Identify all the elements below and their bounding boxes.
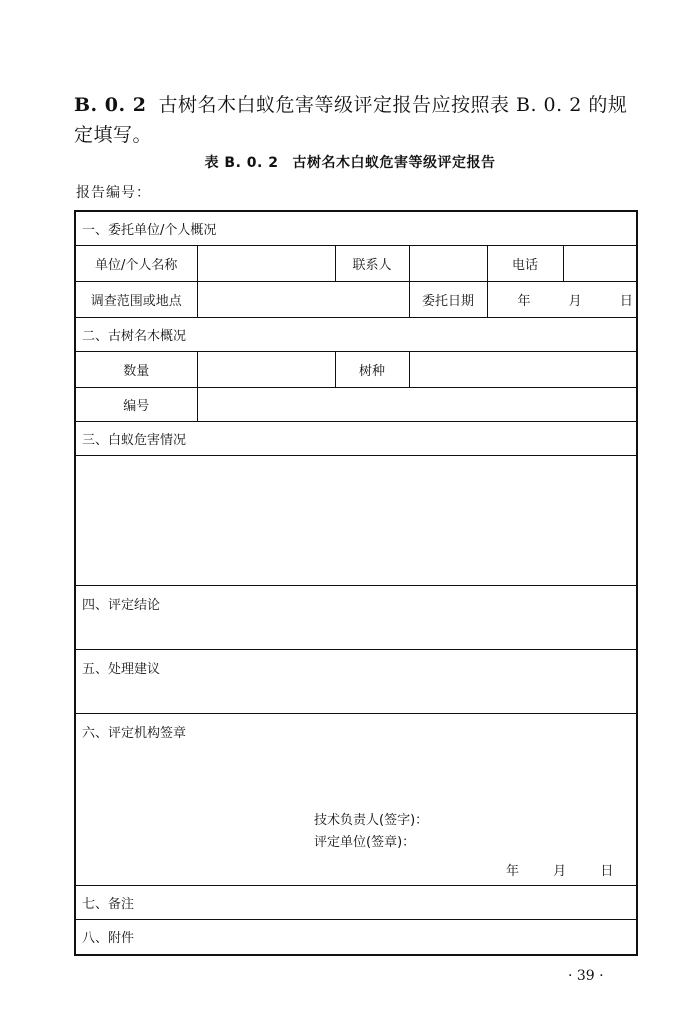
number-row: [75, 387, 637, 421]
phone-label: 电话: [487, 245, 563, 281]
page-number: · 39 ·: [568, 968, 604, 984]
species-label: 树种: [335, 351, 409, 387]
report-form-table: [74, 210, 638, 956]
section-8-heading[interactable]: 八、附件: [75, 919, 637, 955]
section-1-heading: 一、委托单位/个人概况: [75, 211, 637, 245]
section-3-row: [75, 421, 637, 455]
signature-date: [506, 860, 613, 879]
section-7-heading[interactable]: 七、备注: [75, 885, 637, 919]
tree-number-field[interactable]: [197, 387, 637, 421]
section-6-row: [75, 713, 637, 885]
section-4-heading[interactable]: 四、评定结论: [75, 585, 637, 649]
section-5-row: [75, 649, 637, 713]
day-label: 日: [619, 293, 633, 309]
section-8-row: [75, 919, 637, 955]
tree-number-label: 编号: [75, 387, 197, 421]
unit-name-label: 单位/个人名称: [75, 245, 197, 281]
section-3-body-row: [75, 455, 637, 585]
year-label: 年: [517, 293, 531, 309]
scope-field[interactable]: [197, 281, 409, 317]
sig-day-label: 日: [600, 863, 614, 879]
quantity-row: [75, 351, 637, 387]
clause-text: 古树名木白蚁危害等级评定报告应按照表 B. 0. 2 的规定填写。: [74, 94, 628, 146]
section-7-row: [75, 885, 637, 919]
section-4-row: [75, 585, 637, 649]
section-6-heading: 六、评定机构签章: [82, 725, 187, 741]
unit-name-field[interactable]: [197, 245, 335, 281]
species-field[interactable]: [409, 351, 637, 387]
table-number: 表 B. 0. 2: [204, 155, 279, 171]
unit-row: [75, 245, 637, 281]
entrust-date-field[interactable]: [487, 281, 637, 317]
section-2-heading: 二、古树名木概况: [75, 317, 637, 351]
signature-lines: [314, 810, 428, 854]
section-1-row: [75, 211, 637, 245]
tech-lead-signature-label[interactable]: 技术负责人(签字)：: [314, 812, 429, 828]
damage-situation-field[interactable]: [75, 455, 637, 585]
clause-number: B. 0. 2: [74, 94, 147, 116]
report-number-label: 报告编号：: [76, 185, 151, 201]
intro-paragraph: [74, 90, 644, 150]
section-3-heading: 三、白蚁危害情况: [75, 421, 637, 455]
quantity-field[interactable]: [197, 351, 335, 387]
phone-field[interactable]: [563, 245, 637, 281]
scope-row: [75, 281, 637, 317]
table-caption: [0, 152, 700, 172]
scope-label: 调查范围或地点: [75, 281, 197, 317]
section-5-heading[interactable]: 五、处理建议: [75, 649, 637, 713]
entrust-date-label: 委托日期: [409, 281, 487, 317]
table-title: 古树名木白蚁危害等级评定报告: [292, 155, 496, 171]
signature-block: [82, 722, 636, 879]
month-label: 月: [568, 293, 582, 309]
quantity-label: 数量: [75, 351, 197, 387]
contact-field[interactable]: [409, 245, 487, 281]
unit-seal-label[interactable]: 评定单位(签章)：: [314, 834, 416, 850]
sig-month-label: 月: [553, 863, 567, 879]
section-2-row: [75, 317, 637, 351]
section-6-cell: [75, 713, 637, 885]
contact-label: 联系人: [335, 245, 409, 281]
sig-year-label: 年: [506, 863, 520, 879]
